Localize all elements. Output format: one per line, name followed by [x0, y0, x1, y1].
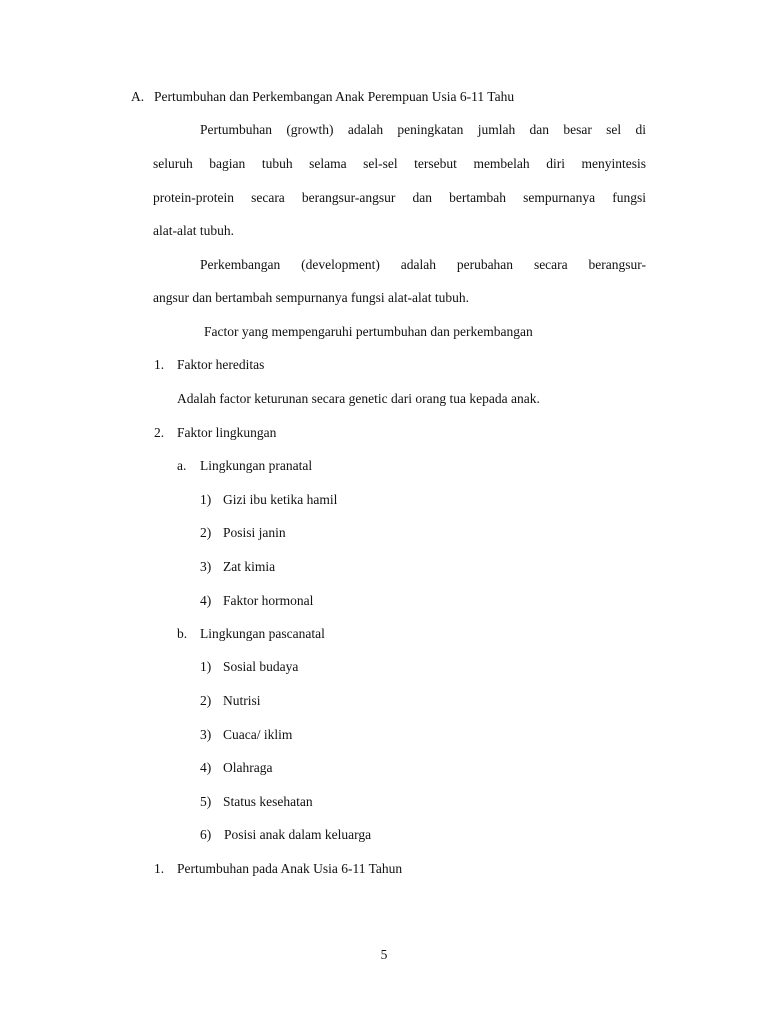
paragraph-line: seluruh bagian tubuh selama sel-sel tersebut membelah diri menyintesis: [153, 156, 646, 171]
subitem-marker: 3): [200, 727, 212, 742]
paragraph-line: protein-protein secara berangsur-angsur dan bertambah sempurnanya fungsi: [153, 190, 646, 205]
sublist-title: Lingkungan pranatal: [200, 458, 313, 473]
factors-intro: Factor yang mempengaruhi pertumbuhan dan perkembangan: [204, 324, 533, 339]
list-item-title: Faktor hereditas: [177, 357, 265, 372]
list-marker: 1.: [154, 861, 165, 876]
sublist-marker: b.: [177, 626, 188, 641]
sublist-marker: a.: [177, 458, 187, 473]
subitem-text: Olahraga: [223, 760, 273, 775]
subitem-marker: 4): [200, 760, 212, 775]
subitem-marker: 6): [200, 827, 212, 842]
sublist-title: Lingkungan pascanatal: [200, 626, 325, 641]
paragraph-line: alat-alat tubuh.: [153, 223, 234, 238]
paragraph-line: Pertumbuhan (growth) adalah peningkatan jumlah dan besar sel di: [200, 122, 646, 137]
subitem-marker: 2): [200, 525, 212, 540]
subitem-marker: 2): [200, 693, 212, 708]
subitem-marker: 5): [200, 794, 212, 809]
subitem-text: Zat kimia: [223, 559, 276, 574]
paragraph-line: angsur dan bertambah sempurnanya fungsi alat-alat tubuh.: [153, 290, 470, 305]
subitem-text: Posisi janin: [223, 525, 286, 540]
section-subheading: Pertumbuhan pada Anak Usia 6-11 Tahun: [177, 861, 403, 876]
list-marker: 1.: [154, 357, 165, 372]
subitem-text: Gizi ibu ketika hamil: [223, 492, 338, 507]
subitem-marker: 4): [200, 593, 212, 608]
list-marker: 2.: [154, 425, 165, 440]
list-item-description: Adalah factor keturunan secara genetic dari orang tua kepada anak.: [177, 391, 540, 406]
section-heading: Pertumbuhan dan Perkembangan Anak Perempuan Usia 6-11 Tahu: [154, 89, 515, 104]
subitem-marker: 1): [200, 659, 212, 674]
subitem-text: Status kesehatan: [223, 794, 313, 809]
subitem-text: Nutrisi: [223, 693, 261, 708]
page-number: 5: [380, 947, 388, 962]
section-marker: A.: [131, 89, 145, 104]
subitem-text: Faktor hormonal: [223, 593, 314, 608]
list-item-title: Faktor lingkungan: [177, 425, 277, 440]
subitem-text: Cuaca/ iklim: [223, 727, 293, 742]
subitem-text: Sosial budaya: [223, 659, 299, 674]
subitem-marker: 1): [200, 492, 212, 507]
paragraph-line: Perkembangan (development) adalah perubahan secara berangsur-: [200, 257, 646, 272]
subitem-text: Posisi anak dalam keluarga: [224, 827, 372, 842]
subitem-marker: 3): [200, 559, 212, 574]
